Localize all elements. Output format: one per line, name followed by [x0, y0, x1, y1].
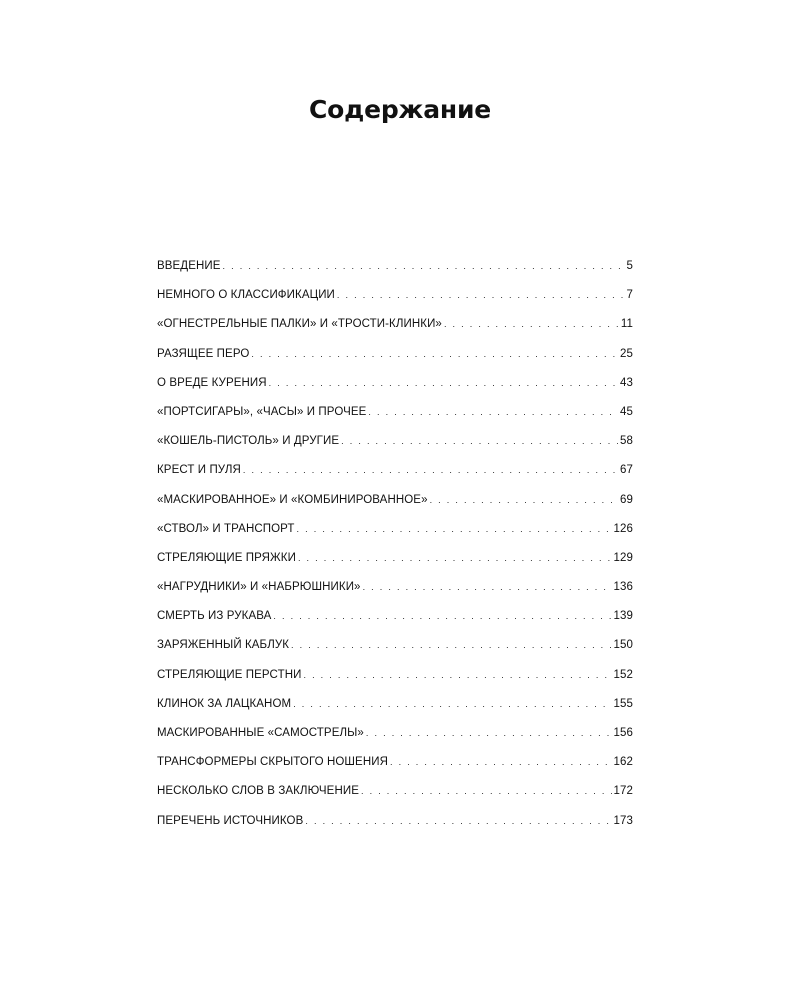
toc-entry: [157, 284, 633, 313]
toc-entry-label: О ВРЕДЕ КУРЕНИЯ: [157, 376, 267, 389]
toc-entry-page: 173: [613, 814, 633, 827]
toc-entry: [157, 722, 633, 751]
toc-entry-label: НЕМНОГО О КЛАССИФИКАЦИИ: [157, 289, 335, 302]
toc-entry-page: 7: [626, 289, 633, 302]
dot-leader: [243, 459, 618, 481]
toc-entry-page: 172: [613, 785, 633, 798]
dot-leader: [444, 313, 619, 335]
toc-entry-label: ЗАРЯЖЕННЫЙ КАБЛУК: [157, 639, 290, 652]
toc-entry: [157, 313, 633, 342]
toc-entry-page: 11: [620, 318, 633, 331]
dot-leader: [368, 401, 618, 423]
toc-entry: [157, 576, 633, 605]
toc-entry-label: СТРЕЛЯЮЩИЕ ПЕРСТНИ: [157, 668, 302, 681]
toc-entry: [157, 430, 633, 459]
toc-entry: [157, 518, 633, 547]
toc-entry: [157, 401, 633, 430]
toc-entry-page: 150: [613, 639, 633, 652]
toc-entry: [157, 751, 633, 780]
toc-entry-page: 69: [620, 493, 633, 506]
table-of-contents: [157, 255, 633, 839]
toc-entry-label: КЛИНОК ЗА ЛАЦКАНОМ: [157, 697, 292, 710]
toc-entry-label: «КОШЕЛЬ-ПИСТОЛЬ» И ДРУГИЕ: [157, 435, 340, 448]
toc-entry: [157, 780, 633, 809]
toc-entry-page: 67: [620, 464, 633, 477]
toc-entry-label: СТРЕЛЯЮЩИЕ ПРЯЖКИ: [157, 551, 296, 564]
toc-entry-page: 156: [613, 727, 633, 739]
dot-leader: [223, 255, 625, 277]
toc-entry-label: ВВЕДЕНИЕ: [157, 260, 221, 272]
toc-entry-page: 126: [613, 522, 633, 535]
toc-entry-page: 162: [613, 756, 633, 769]
toc-entry-page: 45: [620, 405, 633, 418]
dot-leader: [297, 518, 612, 540]
dot-leader: [363, 576, 612, 598]
toc-entry-label: РАЗЯЩЕЕ ПЕРО: [157, 347, 250, 360]
page-title: Содержание: [308, 94, 492, 124]
dot-leader: [341, 430, 618, 452]
toc-entry-page: 58: [620, 435, 633, 448]
dot-leader: [269, 372, 618, 394]
toc-entry: [157, 547, 633, 576]
toc-entry-label: НЕСКОЛЬКО СЛОВ В ЗАКЛЮЧЕНИЕ: [157, 785, 359, 798]
toc-entry: [157, 343, 633, 372]
toc-entry-label: «СТВОЛ» И ТРАНСПОРТ: [157, 522, 295, 535]
toc-entry: [157, 459, 633, 488]
toc-entry: [157, 634, 633, 663]
toc-entry-label: «ОГНЕСТРЕЛЬНЫЕ ПАЛКИ» И «ТРОСТИ-КЛИНКИ»: [157, 318, 442, 331]
toc-entry: [157, 605, 633, 634]
toc-entry-page: 139: [613, 610, 633, 623]
toc-entry-label: МАСКИРОВАННЫЕ «САМОСТРЕЛЫ»: [157, 727, 364, 739]
toc-entry: [157, 489, 633, 518]
dot-leader: [430, 489, 618, 511]
toc-entry-label: СМЕРТЬ ИЗ РУКАВА: [157, 610, 272, 623]
toc-entry: [157, 810, 633, 839]
toc-entry-label: КРЕСТ И ПУЛЯ: [157, 464, 241, 477]
toc-entry-label: ТРАНСФОРМЕРЫ СКРЫТОГО НОШЕНИЯ: [157, 756, 388, 769]
dot-leader: [298, 547, 612, 569]
toc-entry: [157, 255, 633, 284]
dot-leader: [291, 634, 611, 656]
toc-entry-label: «МАСКИРОВАННОЕ» И «КОМБИНИРОВАННОЕ»: [157, 493, 428, 506]
toc-entry-page: 136: [613, 581, 633, 594]
toc-entry-label: ПЕРЕЧЕНЬ ИСТОЧНИКОВ: [157, 814, 304, 827]
dot-leader: [305, 810, 611, 832]
toc-entry-page: 5: [626, 260, 633, 272]
dot-leader: [273, 605, 611, 627]
toc-entry-page: 129: [613, 551, 633, 564]
toc-entry-page: 43: [620, 376, 633, 389]
dot-leader: [293, 693, 611, 715]
dot-leader: [366, 722, 612, 744]
dot-leader: [303, 664, 611, 686]
toc-entry-label: «НАГРУДНИКИ» И «НАБРЮШНИКИ»: [157, 581, 361, 594]
dot-leader: [390, 751, 612, 773]
toc-entry-label: «ПОРТСИГАРЫ», «ЧАСЫ» И ПРОЧЕЕ: [157, 405, 367, 418]
toc-entry: [157, 372, 633, 401]
toc-entry: [157, 664, 633, 693]
toc-entry-page: 152: [613, 668, 633, 681]
toc-entry-page: 25: [620, 347, 633, 360]
toc-entry-page: 155: [613, 697, 633, 710]
dot-leader: [337, 284, 625, 306]
dot-leader: [251, 343, 618, 365]
toc-entry: [157, 693, 633, 722]
dot-leader: [361, 780, 612, 802]
